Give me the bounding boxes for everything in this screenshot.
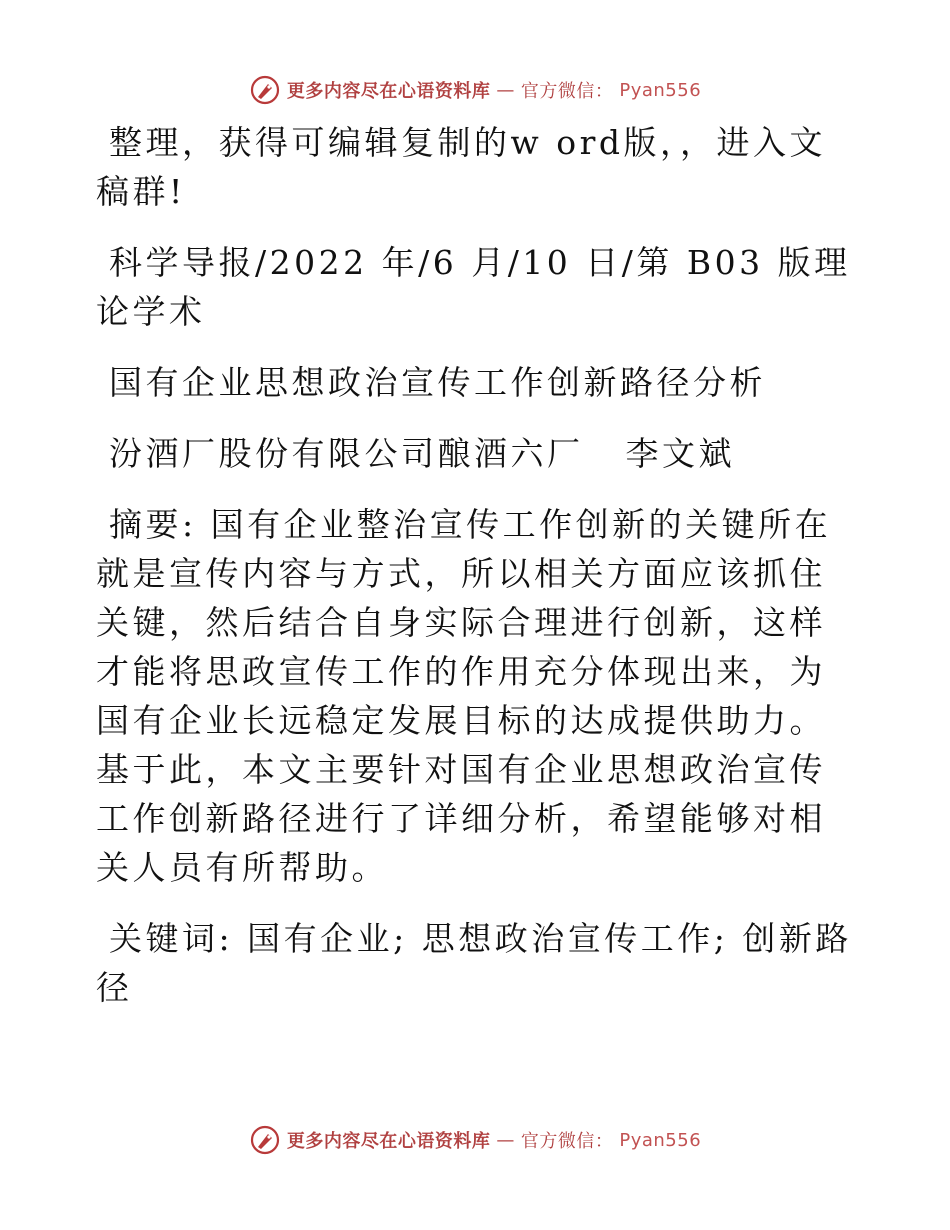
pen-nib-icon bbox=[249, 1124, 281, 1156]
document-body bbox=[96, 118, 856, 1034]
source-line: 科学导报/2022 年/6 月/10 日/第 B03 版理论学术 bbox=[96, 243, 851, 331]
article-title: 国有企业思想政治宣传工作创新路径分析 bbox=[109, 363, 766, 402]
intro-paragraph: 整理，获得可编辑复制的w ord版，，进入文稿群! bbox=[96, 123, 827, 211]
abstract-paragraph: 摘要: 国有企业整治宣传工作创新的关键所在就是宣传内容与方式，所以相关方面应该抓住关键，然后结合自身实际合理进行创新，这样才能将思政宣传工作的作用充分体现出来，为国有企业长远稳定发展目标的达成提供助力。基于此，本文主要针对国有企业思想政治宣传工作创新路径进行了详细分析，希望能够对相关人员有所帮助。 bbox=[96, 505, 832, 887]
footer-watermark bbox=[0, 1120, 950, 1160]
watermark-wechat-label: 官方微信： bbox=[520, 1131, 614, 1152]
watermark-handle: Pyan556 bbox=[619, 79, 702, 101]
watermark-brand: 更多内容尽在心语资料库 bbox=[286, 81, 491, 102]
watermark-separator: — bbox=[496, 1129, 515, 1151]
pen-nib-icon bbox=[249, 74, 281, 106]
watermark-wechat-label: 官方微信： bbox=[520, 81, 614, 102]
watermark-separator: — bbox=[496, 79, 515, 101]
keywords-paragraph: 关键词: 国有企业; 思想政治宣传工作; 创新路径 bbox=[96, 919, 852, 1007]
author-line: 汾酒厂股份有限公司酿酒六厂 李文斌 bbox=[109, 434, 735, 473]
watermark-handle: Pyan556 bbox=[619, 1129, 702, 1151]
header-watermark bbox=[0, 70, 950, 110]
watermark-banner-footer bbox=[249, 1124, 701, 1156]
watermark-brand: 更多内容尽在心语资料库 bbox=[286, 1131, 491, 1152]
watermark-banner bbox=[249, 74, 701, 106]
